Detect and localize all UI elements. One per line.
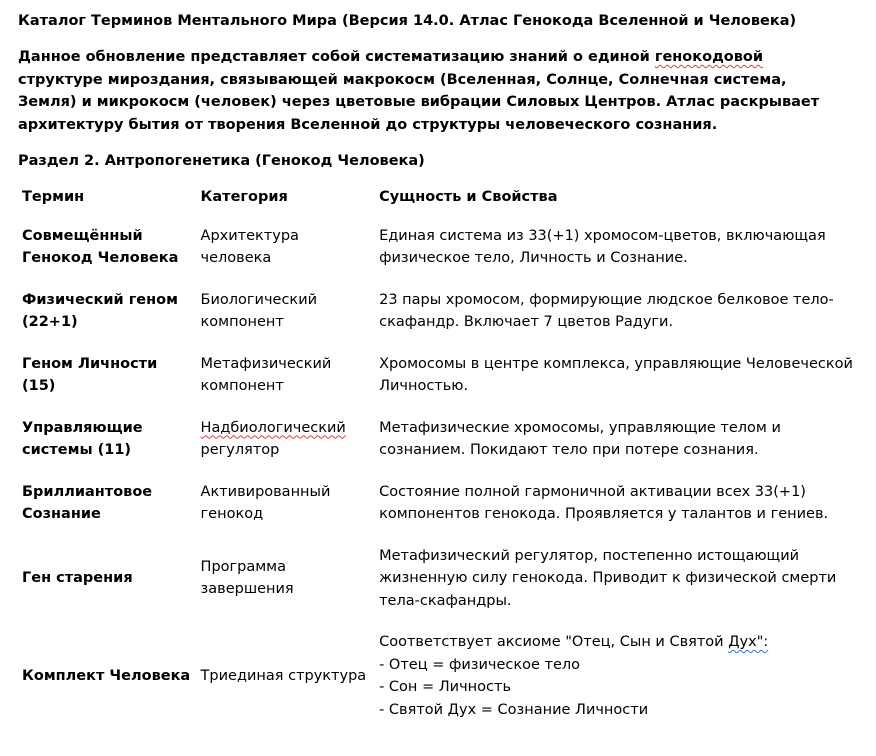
table-row	[19, 343, 859, 407]
description-cell	[376, 621, 859, 730]
table-row	[19, 279, 859, 343]
intro-text-after: структуре мироздания, связывающей макрокосм (Вселенная, Солнце, Солнечная система, Земля) и микрокосм (человек) через цветовые вибрации Силовых Центров. Атлас раскрывает архитектуру бытия от творения Вселенной до структуры человеческого сознания.	[18, 71, 820, 133]
header-category: Категория	[200, 189, 288, 205]
description-cell: 23 пары хромосом, формирующие людское белковое тело-скафандр. Включает 7 цветов Радуги.	[379, 291, 834, 330]
category-cell: Архитектура человека	[200, 227, 299, 266]
intro-text-before: Данное обновление представляет собой систематизацию знаний о единой	[18, 49, 655, 65]
table-header-row	[19, 180, 859, 215]
category-cell: Метафизический компонент	[200, 355, 332, 394]
terms-table	[19, 180, 859, 730]
description-line: - Отец = физическое тело	[379, 656, 581, 673]
category-cell: Программа завершения	[200, 558, 294, 598]
category-cell: Активированный генокод	[200, 483, 331, 522]
category-cell: Триединая структура	[200, 667, 367, 684]
term-cell: Бриллиантовое Сознание	[22, 483, 153, 522]
table-row	[19, 215, 859, 279]
category-rest: регулятор	[200, 442, 280, 458]
term-cell: Физический геном (22+1)	[22, 291, 178, 330]
description-cell: Метафизические хромосомы, управляющие телом и сознанием. Покидают тело при потере сознания.	[379, 419, 781, 458]
description-line-text: Соответствует аксиоме "Отец, Сын и Святой	[379, 634, 729, 650]
description-cell: Метафизический регулятор, постепенно истощающий жизненную силу генокода. Приводит к физической смерти тела-скафандры.	[379, 547, 837, 609]
document-title: Каталог Терминов Ментального Мира (Версия 14.0. Атлас Генокода Вселенной и Человека)	[18, 13, 797, 29]
intro-paragraph	[18, 46, 848, 136]
description-grammar-mark[interactable]: Дух":	[728, 634, 769, 650]
section-title: Раздел 2. Антропогенетика (Генокод Человека)	[18, 153, 425, 169]
term-cell: Комплект Человека	[22, 667, 191, 684]
header-description: Сущность и Свойства	[379, 189, 558, 205]
description-cell: Состояние полной гармоничной активации всех 33(+1) компонентов генокода. Проявляется у талантов и гениев.	[379, 483, 829, 522]
term-cell: Совмещённый Генокод Человека	[22, 227, 179, 266]
description-line: - Святой Дух = Сознание Личности	[379, 701, 649, 718]
term-cell: Ген старения	[22, 570, 133, 586]
description-line	[379, 631, 855, 654]
header-term: Термин	[22, 189, 85, 205]
description-cell: Хромосомы в центре комплекса, управляющие Человеческой Личностью.	[379, 355, 853, 394]
term-cell: Управляющие системы (11)	[22, 419, 143, 458]
table-row	[19, 535, 859, 622]
category-cell	[198, 407, 377, 471]
intro-spellcheck-word[interactable]: генокодовой	[654, 49, 764, 65]
category-spellcheck-word[interactable]: Надбиологический	[200, 419, 346, 436]
description-cell: Единая система из 33(+1) хромосом-цветов, включающая физическое тело, Личность и Сознание.	[379, 227, 826, 266]
table-row	[19, 471, 859, 535]
category-cell: Биологический компонент	[200, 291, 318, 330]
table-row	[19, 407, 859, 471]
description-line: - Сон = Личность	[379, 679, 511, 695]
table-row	[19, 621, 859, 730]
term-cell: Геном Личности (15)	[22, 355, 158, 394]
